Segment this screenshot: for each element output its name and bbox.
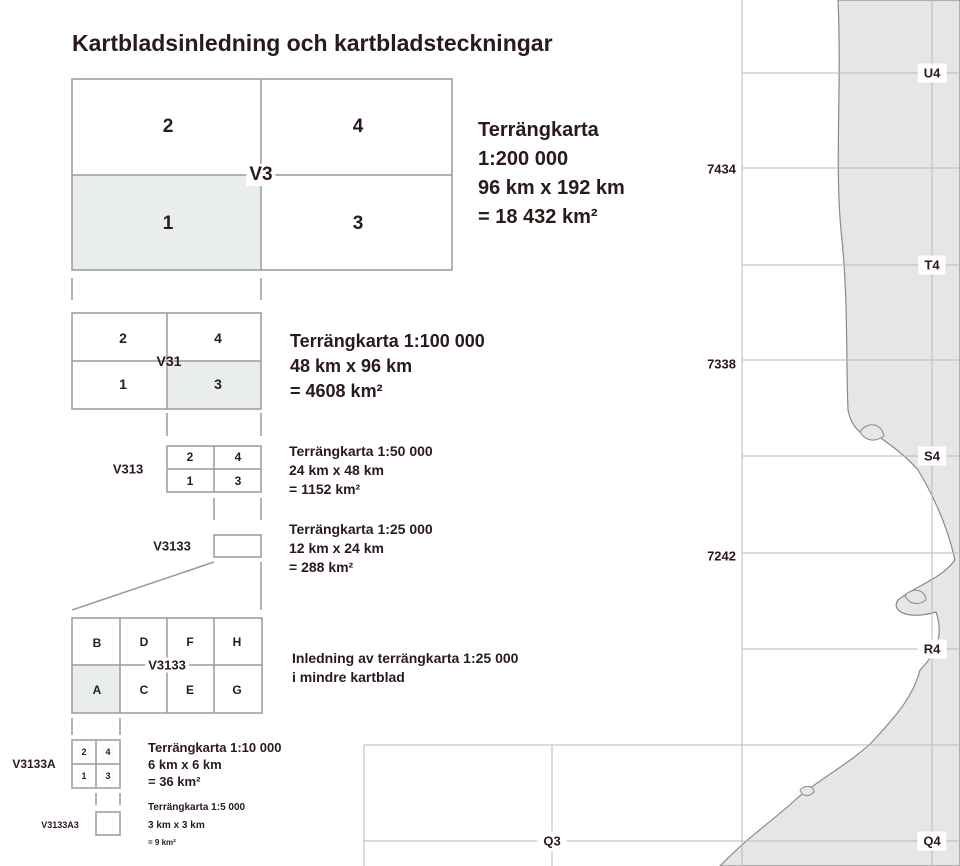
map-sheet-label-q3: Q3 xyxy=(537,832,566,851)
v3133a-caption xyxy=(148,739,281,790)
cell-c: C xyxy=(139,683,149,697)
v31-caption xyxy=(290,329,485,404)
v3133-sheet-name: V3133 xyxy=(153,538,191,554)
v3-caption xyxy=(478,116,625,232)
v31-caption-line: 48 km x 96 km xyxy=(290,356,413,376)
v31-caption-line: Terrängkarta 1:100 000 xyxy=(290,331,485,351)
v3133-caption xyxy=(289,520,433,577)
v3133a3-sheet xyxy=(96,812,120,835)
v3133-split-caption xyxy=(292,649,518,687)
v31-caption-line: = 4608 km² xyxy=(290,381,383,401)
v3133-caption-line: Terrängkarta 1:25 000 xyxy=(289,521,433,537)
page-title: Kartbladsinledning och kartbladsteckningar xyxy=(72,30,553,56)
map-coordinate-7434: 7434 xyxy=(707,161,736,177)
v3133a3-caption xyxy=(148,801,245,850)
v3133a-quadrant-2: 2 xyxy=(81,747,87,757)
v3133-sheet xyxy=(214,535,261,557)
v3133-split-caption-line: i mindre kartblad xyxy=(292,669,405,685)
cell-g: G xyxy=(232,683,242,697)
v3-quadrant-1: 1 xyxy=(162,213,174,234)
v3133-caption-line: 12 km x 24 km xyxy=(289,540,384,556)
map-sheet-label-u4: U4 xyxy=(918,64,947,83)
v3133a3-sheet-name: V3133A3 xyxy=(41,820,79,830)
v3-quadrant-3: 3 xyxy=(352,213,364,234)
v313-caption-line: 24 km x 48 km xyxy=(289,462,384,478)
v313-caption-line: Terrängkarta 1:50 000 xyxy=(289,443,433,459)
v3-caption-line: 96 km x 192 km xyxy=(478,177,625,199)
v3133a-quadrant-3: 3 xyxy=(105,771,111,781)
island xyxy=(800,786,814,795)
map-sheet-label-s4: S4 xyxy=(918,447,946,466)
v3-quadrant-2: 2 xyxy=(162,116,174,137)
cell-f: F xyxy=(186,635,194,649)
map-sheet-label-t4: T4 xyxy=(918,256,945,275)
v313-sheet-name: V313 xyxy=(112,461,144,477)
v3133a-sheet-name: V3133A xyxy=(12,757,56,771)
v3-sheet-name: V3 xyxy=(246,164,275,186)
land-area xyxy=(720,0,960,866)
v3-caption-line: Terrängkarta xyxy=(478,119,599,141)
map-coordinate-7242: 7242 xyxy=(707,548,736,564)
cell-a: A xyxy=(92,683,102,697)
map-sheet-label-r4: R4 xyxy=(918,640,947,659)
v3133a-caption-line: = 36 km² xyxy=(148,774,201,789)
v313-quadrant-4: 4 xyxy=(234,450,242,464)
v3133a3-caption-line: 3 km x 3 km xyxy=(148,820,205,831)
v3133a3-caption-line: Terrängkarta 1:5 000 xyxy=(148,802,246,813)
v3-quadrant-4: 4 xyxy=(352,116,364,137)
v3133a-caption-line: 6 km x 6 km xyxy=(148,757,222,772)
v3133a3-caption-line: = 9 km² xyxy=(148,838,176,847)
v3133-split-caption-line: Inledning av terrängkarta 1:25 000 xyxy=(292,650,519,666)
v313-quadrant-3: 3 xyxy=(234,474,242,488)
v31-sheet-name: V31 xyxy=(156,353,182,369)
v313-quadrant-1: 1 xyxy=(186,474,194,488)
cell-d: D xyxy=(139,635,149,649)
v3-caption-line: = 18 432 km² xyxy=(478,206,598,228)
cell-h: H xyxy=(232,635,242,649)
v313-sheet xyxy=(167,446,261,492)
v3-caption-line: 1:200 000 xyxy=(478,148,569,170)
v3133a-caption-line: Terrängkarta 1:10 000 xyxy=(148,740,282,755)
v313-caption-line: = 1152 km² xyxy=(289,481,361,497)
v31-quadrant-1: 1 xyxy=(119,376,127,392)
v313-quadrant-2: 2 xyxy=(186,450,194,464)
v3133a-quadrant-4: 4 xyxy=(105,747,111,757)
v31-quadrant-3: 3 xyxy=(214,376,222,392)
cell-b: B xyxy=(92,636,102,650)
v3133a-sheet xyxy=(72,740,120,788)
v3133a-quadrant-1: 1 xyxy=(81,771,87,781)
v3133-caption-line: = 288 km² xyxy=(289,559,354,575)
v3133-split-sheet-name: V3133 xyxy=(145,658,189,673)
v313-caption xyxy=(289,442,433,499)
map-coordinate-7338: 7338 xyxy=(707,356,736,372)
cell-e: E xyxy=(185,683,195,697)
v31-quadrant-4: 4 xyxy=(214,330,222,346)
map-sheet-label-q4: Q4 xyxy=(917,832,946,851)
v31-quadrant-2: 2 xyxy=(119,330,127,346)
